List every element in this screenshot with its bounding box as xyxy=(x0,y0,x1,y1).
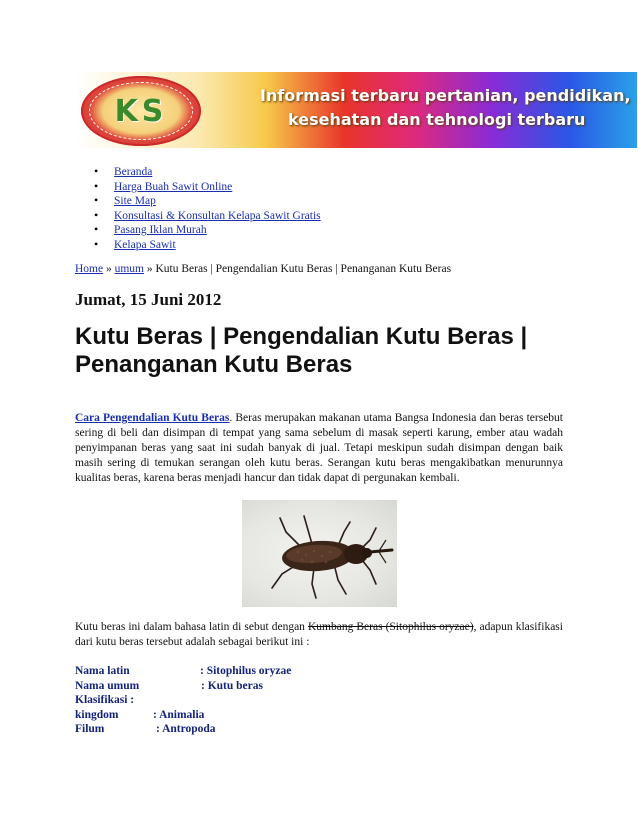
spec-key: Nama latin xyxy=(75,665,130,677)
breadcrumb xyxy=(75,263,451,275)
nav-link-pasang-iklan[interactable]: Pasang Iklan Murah xyxy=(114,224,207,236)
rice-weevil-photo xyxy=(242,500,397,607)
weevil-illustration xyxy=(242,500,397,607)
spec-value: : Antropoda xyxy=(156,723,216,735)
paragraph-2-text-tail: , adapun klasifikasi dari kutu beras tersebut adalah sebagai berikut ini : xyxy=(75,621,563,648)
header-banner[interactable] xyxy=(75,72,637,148)
banner-tagline-line1: Informasi terbaru pertanian, pendidikan, xyxy=(260,86,631,105)
breadcrumb-current: Kutu Beras | Pengendalian Kutu Beras | Penanganan Kutu Beras xyxy=(155,263,452,275)
nav-link-harga-buah-sawit[interactable]: Harga Buah Sawit Online xyxy=(114,180,233,193)
nav-link-beranda[interactable]: Beranda xyxy=(114,166,153,178)
post-date: Jumat, 15 Juni 2012 xyxy=(75,290,222,309)
paragraph-2-text: Kutu beras ini dalam bahasa latin di sebut dengan xyxy=(75,621,308,633)
nav-item-harga-buah-sawit xyxy=(92,180,321,195)
spec-key: Nama umum xyxy=(75,679,140,692)
main-nav xyxy=(92,165,321,252)
spec-value: : Sitophilus oryzae xyxy=(200,665,292,677)
nav-item-pasang-iklan xyxy=(92,223,321,238)
paragraph-1-text: . Beras merupakan makanan utama Bangsa Indonesia dan beras tersebut sering di beli dan disimpan di tempat yang sama sebelum di masak seperti karung, ember atau wadah penyimpanan beras yang saat ini sudah banyak di jual. Tetapi meskipun sudah disimpan dengan baik masih sering di temukan serangan oleh kutu beras. Serangan kutu beras mengakibatkan menurunnya kualitas beras, karena beras menjadi hancur dan tidak dapat di pergunakan kembali. xyxy=(75,412,563,484)
spec-value: : Animalia xyxy=(153,708,205,721)
nav-item-kelapa-sawit xyxy=(92,238,321,253)
lead-link[interactable]: Cara Pengendalian Kutu Beras xyxy=(75,412,230,424)
spec-key: Filum xyxy=(75,723,105,735)
breadcrumb-separator: » xyxy=(105,263,112,275)
post-paragraph-1 xyxy=(75,411,563,486)
logo-text: KS xyxy=(114,94,168,129)
nav-item-site-map xyxy=(92,194,321,209)
nav-link-konsultasi[interactable]: Konsultasi & Konsultan Kelapa Sawit Gratis xyxy=(114,209,321,222)
spec-key: kingdom xyxy=(75,708,119,721)
banner-tagline-line2: kesehatan dan tehnologi terbaru xyxy=(288,110,586,129)
breadcrumb-category-link[interactable]: umum xyxy=(114,263,144,275)
nav-link-kelapa-sawit[interactable]: Kelapa Sawit xyxy=(114,238,176,251)
spec-key: Klasifikasi : xyxy=(75,694,135,706)
post-title: Kutu Beras | Pengendalian Kutu Beras | Penanganan Kutu Beras xyxy=(75,323,528,378)
site-logo[interactable] xyxy=(81,76,201,146)
nav-item-konsultasi xyxy=(92,209,321,224)
nav-item-beranda xyxy=(92,165,321,180)
nav-link-site-map[interactable]: Site Map xyxy=(114,195,156,207)
spec-value: : Kutu beras xyxy=(201,679,263,692)
breadcrumb-home-link[interactable]: Home xyxy=(75,263,104,275)
post-paragraph-2 xyxy=(75,620,563,650)
breadcrumb-separator: » xyxy=(146,263,153,275)
latin-name-strikethrough: Kumbang Beras (Sitophilus oryzae) xyxy=(307,621,474,633)
